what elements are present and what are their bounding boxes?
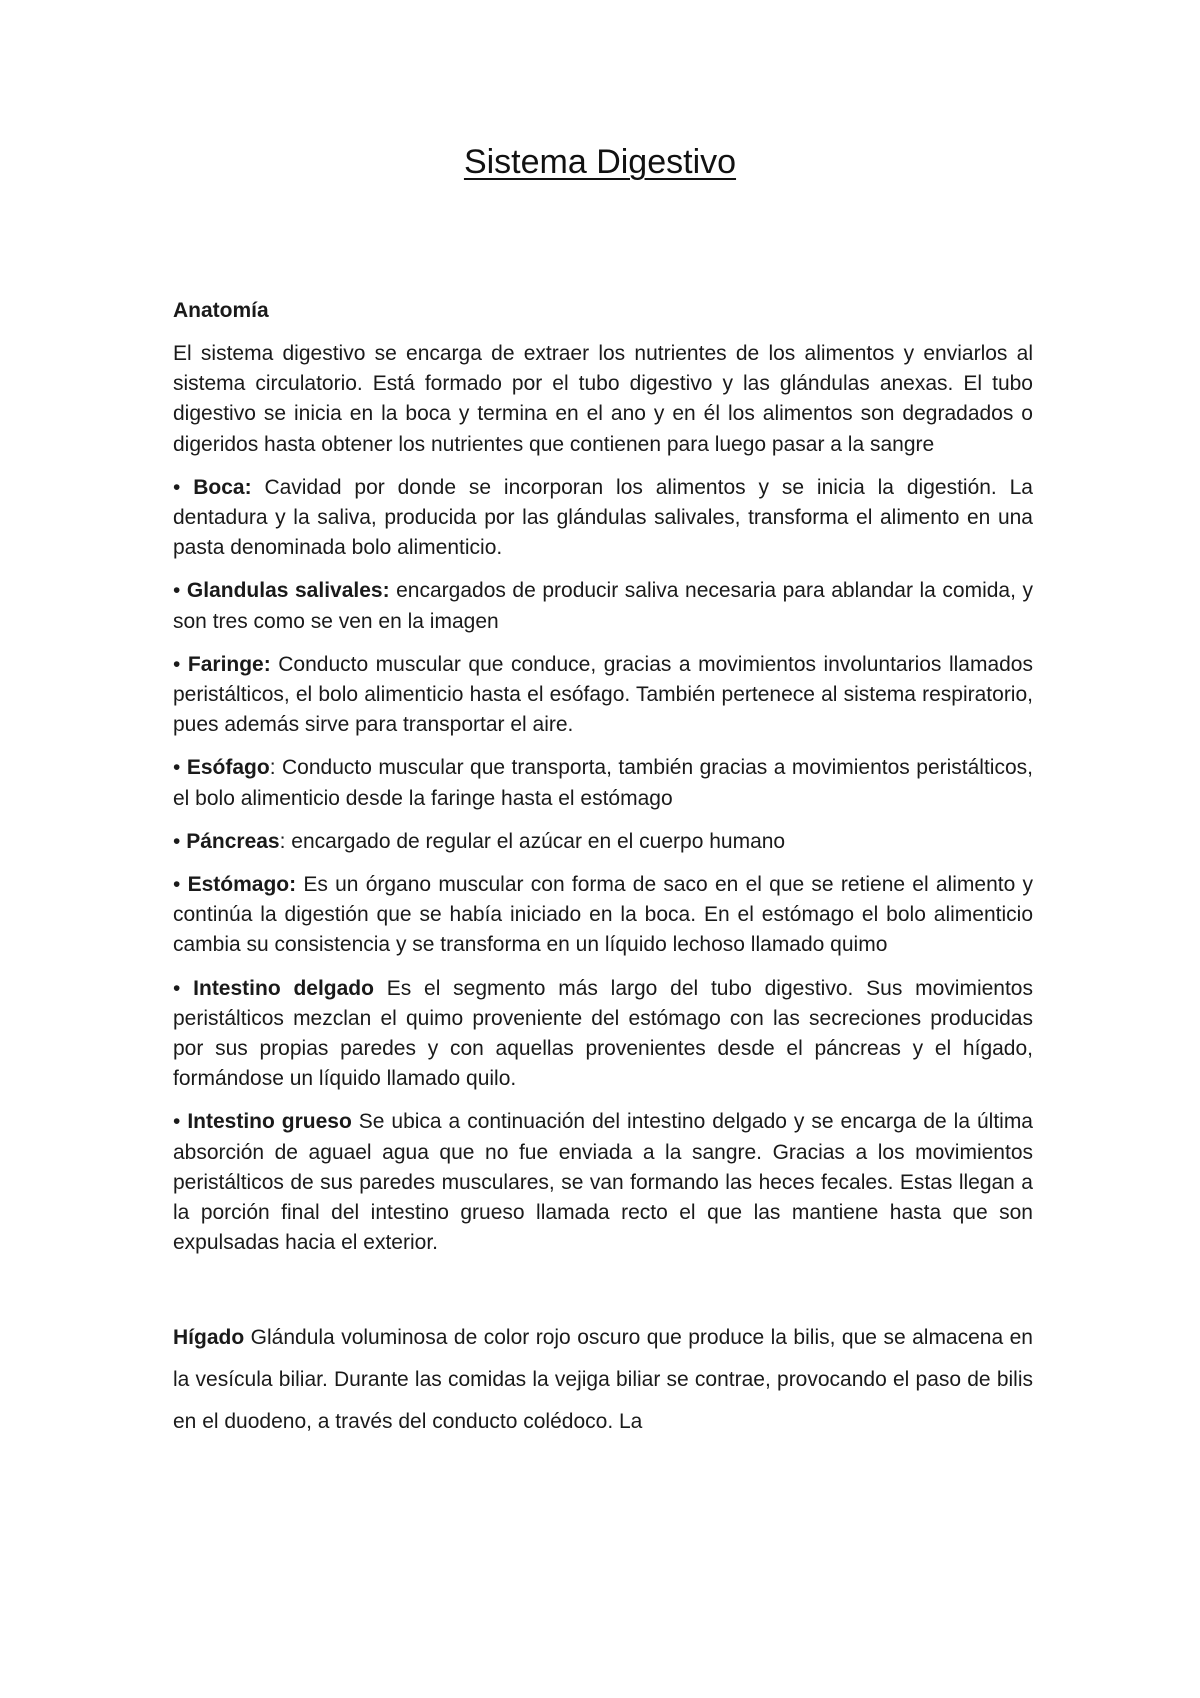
term-intestino-delgado: Intestino delgado [193,976,374,1000]
term-faringe: Faringe: [187,652,271,676]
item-esofago [173,753,1033,813]
term-boca: Boca: [193,475,252,499]
intro-paragraph: El sistema digestivo se encarga de extraer los nutrientes de los alimentos y enviarlos al sistema circulatorio. Está formado por el tubo digestivo y las glándulas anexas. El tubo digestivo se inicia en la boca y termina en el ano y en él los alimentos son degradados o digeridos hasta obtener los nutrientes que contienen para luego pasar a la sangre [173,342,1033,456]
bullet: • [173,579,181,603]
bullet: • [173,1110,181,1134]
document-body [173,296,1033,1456]
paragraph-gap [173,1271,1033,1317]
item-pancreas [173,827,1033,857]
bullet: • [173,756,181,780]
section-heading: Anatomía [173,299,269,322]
document-title: Sistema Digestivo [463,143,737,181]
item-text: Conducto muscular que conduce, gracias a movimientos involuntarios llamados peristálticos, el bolo alimenticio hasta el esófago. También pertenece al sistema respiratorio, pues además sirve para transportar el aire. [173,652,1033,737]
item-intestino-delgado [173,974,1033,1095]
term-higado: Hígado [173,1326,245,1350]
term-pancreas: Páncreas [186,829,280,853]
item-text: Cavidad por donde se incorporan los alimentos y se inicia la digestión. La dentadura y la saliva, producida por las glándulas salivales, transforma el alimento en una pasta denominada bolo alimenticio. [173,475,1033,560]
item-estomago [173,870,1033,961]
item-text: : encargado de regular el azúcar en el cuerpo humano [279,829,786,853]
item-text: : Conducto muscular que transporta, también gracias a movimientos peristálticos, el bolo alimenticio desde la faringe hasta el estómago [173,756,1033,810]
bullet: • [173,873,181,897]
item-text: Es el segmento más largo del tubo digestivo. Sus movimientos peristálticos mezclan el quimo proveniente del estómago con las secreciones producidas por sus propias paredes y con aquellas provenientes desde el páncreas y el hígado, formándose un líquido llamado quilo. [173,976,1033,1091]
bullet: • [173,475,181,499]
term-glandulas-salivales: Glandulas salivales: [186,579,390,603]
liver-text: Glándula voluminosa de color rojo oscuro que produce la bilis, que se almacena en la vesícula biliar. Durante las comidas la vejiga biliar se contrae, provocando el paso de bilis en el duodeno, a través del conducto colédoco. La [173,1326,1033,1434]
bullet: • [173,652,181,676]
term-estomago: Estómago: [187,873,297,897]
item-text: Se ubica a continuación del intestino delgado y se encarga de la última absorción de aguael agua que no fue enviada a la sangre. Gracias a los movimientos peristálticos de sus paredes musculares, se van formando las heces fecales. Estas llegan a la porción final del intestino grueso llamada recto el que las mantiene hasta que son expulsadas hacia el exterior. [173,1110,1033,1255]
item-text: Es un órgano muscular con forma de saco en el que se retiene el alimento y continúa la digestión que se había iniciado en la boca. En el estómago el bolo alimenticio cambia su consistencia y se transforma en un líquido lechoso llamado quimo [173,873,1033,957]
liver-paragraph [173,1317,1033,1443]
item-text: encargados de producir saliva necesaria para ablandar la comida, y son tres como se ven en la imagen [173,579,1033,633]
term-intestino-grueso: Intestino grueso [187,1110,352,1134]
term-esofago: Esófago [186,756,270,780]
bullet: • [173,829,181,853]
item-faringe [173,650,1033,741]
item-glandulas-salivales [173,576,1033,636]
item-boca [173,473,1033,564]
bullet: • [173,976,181,1000]
item-intestino-grueso [173,1107,1033,1258]
